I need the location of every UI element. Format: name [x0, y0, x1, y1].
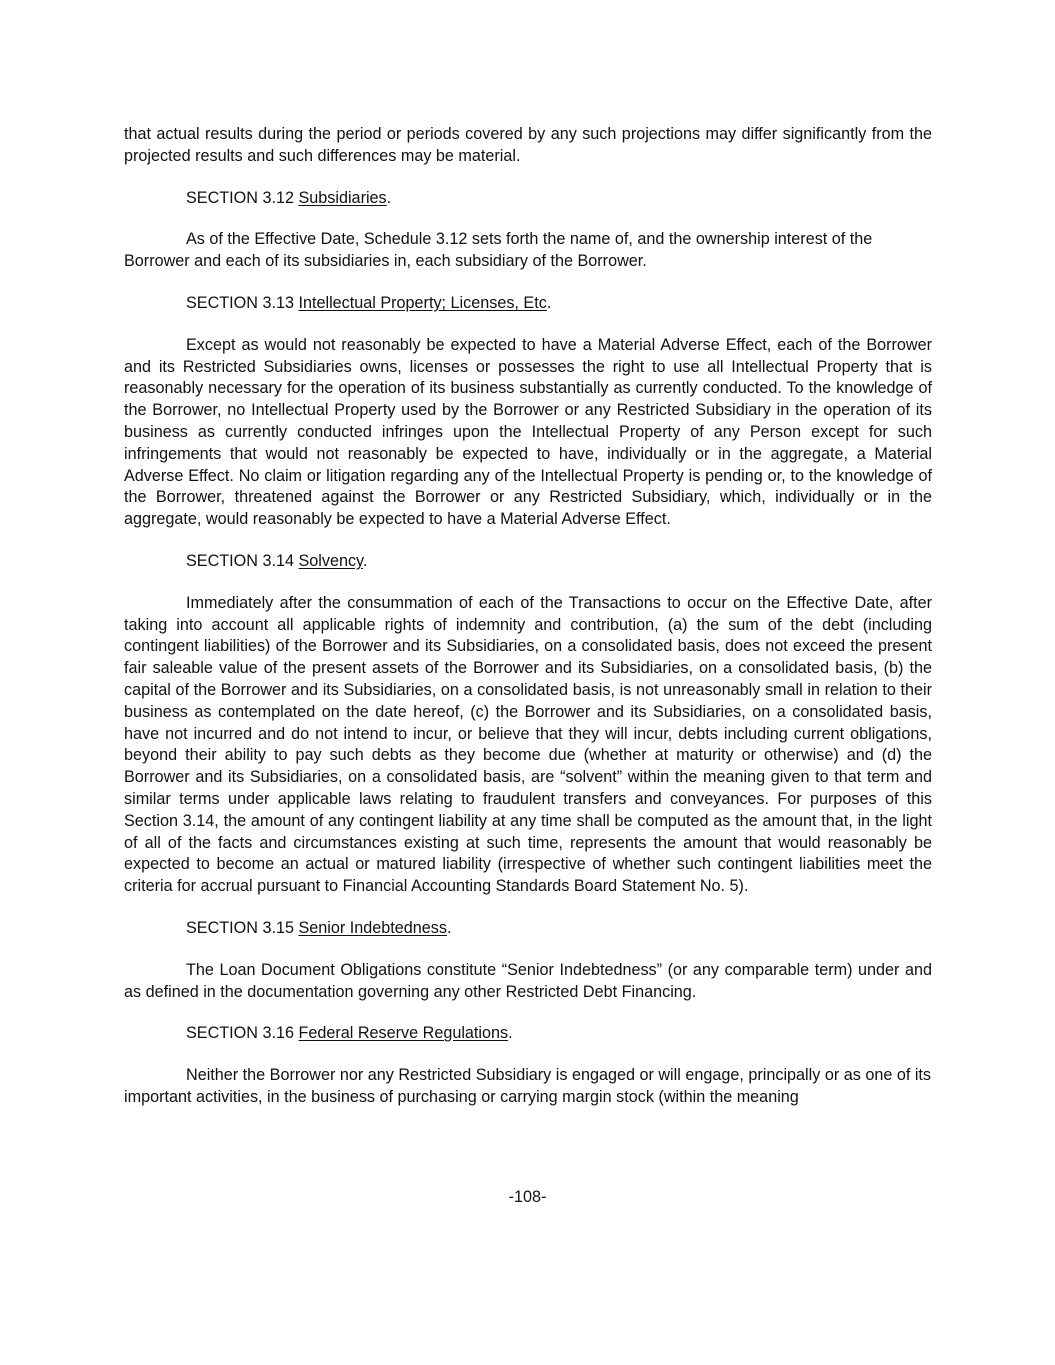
- section-title: Federal Reserve Regulations: [298, 1024, 509, 1043]
- section-3-14-body: Immediately after the consummation of each of the Transactions to occur on the Effective Date, after taking into account all applicable rights of indemnity and contribution, (a) the sum of the debt (including contingent liabilities) of the Borrower and its Subsidiaries, on a consolidated basis, does not exceed the present fair saleable value of the present assets of the Borrower and its Subsidiaries, on a consolidated basis, (b) the capital of the Borrower and its Subsidiaries, on a consolidated basis, is not unreasonably small in relation to their business as contemplated on the date hereof, (c) the Borrower and its Subsidiaries, on a consolidated basis, have not incurred and do not intend to incur, or believe that they will incur, debts including current obligations, beyond their ability to pay such debts as they become due (whether at maturity or otherwise) and (d) the Borrower and its Subsidiaries, on a consolidated basis, are “solvent” within the meaning given to that term and similar terms under applicable laws relating to fraudulent transfers and conveyances. For purposes of this Section 3.14, the amount of any contingent liability at any time shall be computed as the amount that, in the light of all of the facts and circumstances existing at such time, represents the amount that would reasonably be expected to become an actual or matured liability (irrespective of whether such contingent liabilities meet the criteria for accrual pursuant to Financial Accounting Standards Board Statement No. 5).: [124, 593, 932, 896]
- section-number: SECTION 3.14: [186, 551, 294, 570]
- section-3-12-heading: [124, 188, 932, 210]
- section-3-15-body: The Loan Document Obligations constitute “Senior Indebtedness” (or any comparable term) under and as defined in the documentation governing any other Restricted Debt Financing.: [124, 960, 932, 1001]
- section-3-12-body: As of the Effective Date, Schedule 3.12 sets forth the name of, and the ownership interest of the Borrower and each of its subsidiaries in, each subsidiary of the Borrower.: [124, 230, 873, 271]
- opening-paragraph: that actual results during the period or periods covered by any such projections may differ significantly from the projected results and such differences may be material.: [124, 125, 932, 165]
- heading-period: .: [508, 1024, 513, 1043]
- section-number: SECTION 3.12: [186, 188, 294, 207]
- document-page: [124, 124, 932, 1129]
- section-number: SECTION 3.13: [186, 293, 294, 312]
- section-number: SECTION 3.16: [186, 1024, 294, 1043]
- heading-period: .: [446, 918, 452, 937]
- heading-period: .: [362, 551, 368, 570]
- section-3-16-heading: [124, 1023, 932, 1045]
- section-3-15-heading: [124, 918, 932, 940]
- section-title: Senior Indebtedness: [298, 918, 447, 937]
- section-3-13-heading: [124, 293, 932, 315]
- section-title: Solvency: [298, 551, 363, 570]
- section-title: Subsidiaries: [298, 188, 387, 207]
- section-3-13-body: Except as would not reasonably be expected to have a Material Adverse Effect, each of the Borrower and its Restricted Subsidiaries owns, licenses or possesses the right to use all Intellectual Property that is reasonably necessary for the operation of its business substantially as currently conducted. To the knowledge of the Borrower, no Intellectual Property used by the Borrower or any Restricted Subsidiary in the operation of its business as currently conducted infringes upon the Intellectual Property of any Person except for such infringements that would not reasonably be expected to have, individually or in the aggregate, a Material Adverse Effect. No claim or litigation regarding any of the Intellectual Property is pending or, to the knowledge of the Borrower, threatened against the Borrower or any Restricted Subsidiary, which, individually or in the aggregate, would reasonably be expected to have a Material Adverse Effect.: [124, 335, 932, 529]
- section-3-16-body: Neither the Borrower nor any Restricted Subsidiary is engaged or will engage, principally or as one of its important activities, in the business of purchasing or carrying margin stock (within the meaning: [124, 1066, 932, 1106]
- heading-period: .: [386, 188, 392, 207]
- heading-period: .: [546, 293, 552, 312]
- page-number: -108-: [508, 1188, 547, 1206]
- section-number: SECTION 3.15: [186, 918, 294, 937]
- section-3-14-heading: [124, 551, 932, 573]
- section-title: Intellectual Property; Licenses, Etc: [298, 293, 547, 312]
